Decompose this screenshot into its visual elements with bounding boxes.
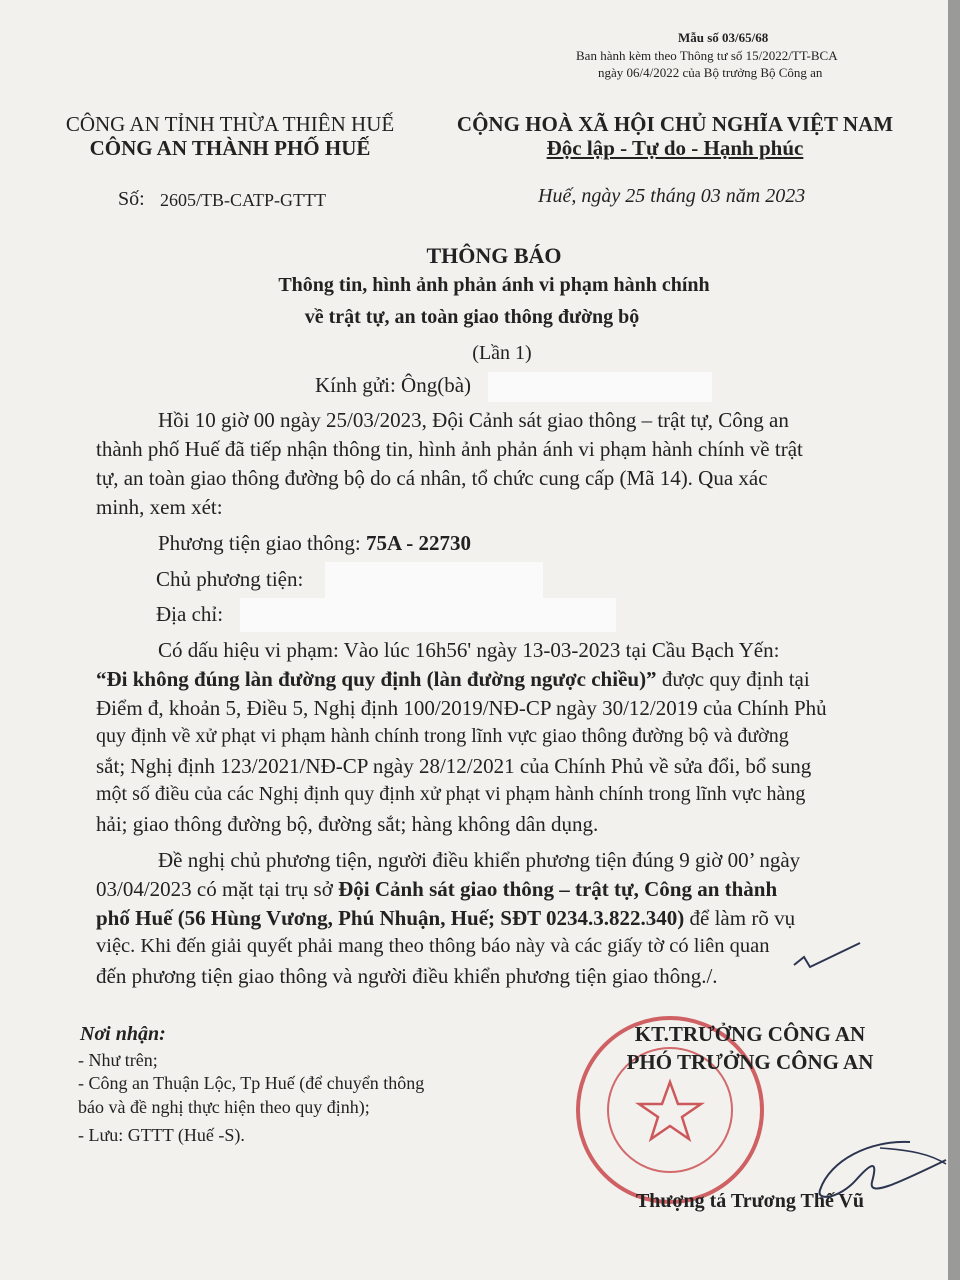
form-number: Mẫu số 03/65/68 <box>678 30 769 45</box>
request-line-5: đến phương tiện giao thông và người điều khiển phương tiện giao thông./. <box>96 964 718 988</box>
violation-line-2: “Đi không đúng làn đường quy định (làn đường ngược chiều)” được quy định tại <box>96 667 810 691</box>
request-line-4: việc. Khi đến giải quyết phải mang theo thông báo này và các giấy tờ có liên quan <box>96 935 770 957</box>
request-line-1: Đề nghị chủ phương tiện, người điều khiển phương tiện đúng 9 giờ 00’ ngày <box>158 848 801 872</box>
form-issued-line1: Ban hành kèm theo Thông tư số 15/2022/TT-BCA <box>576 48 838 63</box>
vehicle-label: Phương tiện giao thông: <box>158 531 361 555</box>
request-line-3: phố Huế (56 Hùng Vương, Phú Nhuận, Huế; SĐT 0234.3.822.340) để làm rõ vụ <box>96 906 796 930</box>
owner-label: Chủ phương tiện: <box>156 567 304 591</box>
violation-line-1: Có dấu hiệu vi phạm: Vào lúc 16h56' ngày 13-03-2023 tại Cầu Bạch Yến: <box>158 638 780 662</box>
intro-line-1: Hồi 10 giờ 00 ngày 25/03/2023, Đội Cảnh sát giao thông – trật tự, Công an <box>158 408 789 432</box>
agency-name: CÔNG AN THÀNH PHỐ HUẾ <box>89 136 371 160</box>
redacted-recipient-name <box>488 372 712 402</box>
recipient-label: Kính gửi: Ông(bà) <box>315 373 472 397</box>
nation-name: CỘNG HOÀ XÃ HỘI CHỦ NGHĨA VIỆT NAM <box>456 112 894 136</box>
signer-name: Thượng tá Trương Thế Vũ <box>635 1190 865 1212</box>
violation-line-3: Điểm đ, khoản 5, Điều 5, Nghị định 100/2019/NĐ-CP ngày 30/12/2019 của Chính Phủ <box>96 696 827 720</box>
nation-motto: Độc lập - Tự do - Hạnh phúc <box>546 136 804 160</box>
document-number: 2605/TB-CATP-GTTT <box>160 190 326 210</box>
document-subtitle-2: về trật tự, an toàn giao thông đường bộ <box>304 306 640 328</box>
recipient-item-3: báo và đề nghị thực hiện theo quy định); <box>78 1097 370 1117</box>
signature-position: PHÓ TRƯỞNG CÔNG AN <box>626 1050 874 1074</box>
notice-instance: (Lần 1) <box>472 342 532 364</box>
document-subtitle-1: Thông tin, hình ảnh phản ánh vi phạm hành chính <box>278 274 710 296</box>
request-line-2: 03/04/2023 có mặt tại trụ sở Đội Cảnh sát giao thông – trật tự, Công an thành <box>96 877 778 901</box>
redacted-address <box>240 598 616 632</box>
intro-line-3: tự, an toàn giao thông đường bộ do cá nhân, tổ chức cung cấp (Mã 14). Qua xác <box>96 466 768 490</box>
agency-parent: CÔNG AN TỈNH THỪA THIÊN HUẾ <box>65 112 395 136</box>
recipient-item-1: - Như trên; <box>78 1050 158 1070</box>
address-label: Địa chỉ: <box>156 602 224 626</box>
number-label: Số: <box>118 188 145 210</box>
violation-line-4: quy định về xử phạt vi phạm hành chính trong lĩnh vực giao thông đường bộ và đường <box>96 725 789 747</box>
recipients-heading: Nơi nhận: <box>80 1023 166 1045</box>
violation-line-5: sắt; Nghị định 123/2021/NĐ-CP ngày 28/12/2021 của Chính Phủ về sửa đổi, bổ sung <box>96 754 812 778</box>
form-issued-line2: ngày 06/4/2022 của Bộ trưởng Bộ Công an <box>598 65 823 80</box>
vehicle-row <box>158 531 471 556</box>
document-title: THÔNG BÁO <box>426 243 562 268</box>
recipient-item-2: - Công an Thuận Lộc, Tp Huế (để chuyển thông <box>78 1073 425 1093</box>
violation-offense: “Đi không đúng làn đường quy định (làn đường ngược chiều)” <box>96 667 657 691</box>
intro-line-2: thành phố Huế đã tiếp nhận thông tin, hình ảnh phản ánh vi phạm hành chính về trật <box>96 437 803 461</box>
intro-line-4: minh, xem xét: <box>96 495 223 519</box>
vehicle-plate: 75A - 22730 <box>365 531 471 555</box>
violation-line-6: một số điều của các Nghị định quy định xử phạt vi phạm hành chính trong lĩnh vực hàng <box>96 783 806 805</box>
redacted-owner-name <box>325 562 543 598</box>
violation-line-7: hải; giao thông đường bộ, đường sắt; hàng không dân dụng. <box>96 812 599 836</box>
recipient-item-4: - Lưu: GTTT (Huế -S). <box>78 1125 245 1145</box>
initials-mark <box>790 935 870 975</box>
place-date: Huế, ngày 25 tháng 03 năm 2023 <box>538 185 806 207</box>
signature-on-behalf: KT.TRƯỞNG CÔNG AN <box>634 1022 866 1046</box>
